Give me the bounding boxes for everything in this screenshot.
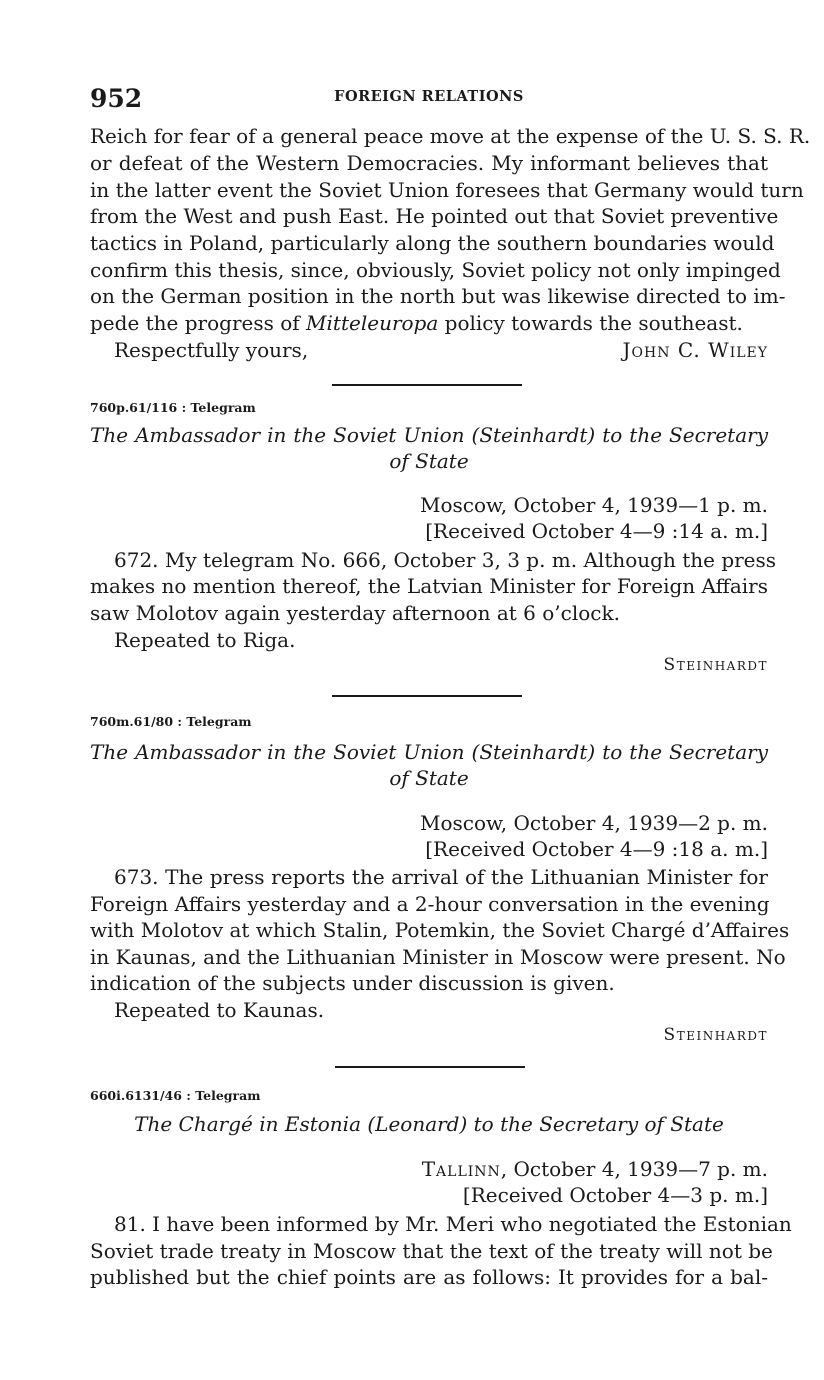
dateline-place: Moscow [420,493,501,517]
dateline-place: Tallinn [421,1157,501,1181]
text-line: published but the chief points are as follows: It provides for a bal- [90,1265,768,1289]
received-line: [Received October 4—9 :18 a. m.] [425,837,768,861]
received-line: [Received October 4—3 p. m.] [462,1183,768,1207]
page-number: 952 [90,84,143,113]
signature [90,1020,768,1048]
signature [90,337,768,363]
file-number: 660i.6131/46 : Telegram [90,1088,261,1103]
dateline-date: , October 4, 1939—7 p. m. [500,1157,768,1181]
signature [90,650,768,678]
text-line: indication of the subjects under discussion is given. [90,971,615,995]
italic-term: Mitteleuropa [306,311,439,335]
document-title: The Ambassador in the Soviet Union (Steinhardt) to the Secretary [90,740,768,764]
divider [332,695,522,697]
text-line: confirm this thesis, since, obviously, Soviet policy not only impinged [90,258,781,282]
file-number: 760m.61/80 : Telegram [90,714,252,729]
dateline-place: Moscow [420,811,501,835]
signature-name: Steinhardt [663,655,768,675]
text-run: pede the progress of [90,311,307,335]
text-line: in the latter event the Soviet Union foresees that Germany would turn [90,178,804,202]
received-line: [Received October 4—9 :14 a. m.] [425,519,768,543]
text-run: policy towards the southeast. [438,311,743,335]
dateline-date: , October 4, 1939—1 p. m. [500,493,768,517]
text-line: 673. The press reports the arrival of the Lithuanian Minister for [114,865,768,889]
signature-name: John C. Wiley [622,338,768,362]
text-line: 81. I have been informed by Mr. Meri who negotiated the Estonian [114,1212,792,1236]
text-line: saw Molotov again yesterday afternoon at 6 o’clock. [90,601,620,625]
closing-line: Respectfully yours, [114,338,309,362]
repeated-line: Repeated to Riga. [114,628,296,652]
signature-name: Steinhardt [663,1025,768,1045]
text-line: from the West and push East. He pointed out that Soviet preventive [90,204,779,228]
text-line: with Molotov at which Stalin, Potemkin, the Soviet Chargé d’Affaires [90,918,790,942]
text-line: tactics in Poland, particularly along the southern boundaries would [90,231,775,255]
text-line-last [90,310,768,336]
text-line: Soviet trade treaty in Moscow that the text of the treaty will not be [90,1239,773,1263]
running-head: FOREIGN RELATIONS [334,88,524,105]
text-line: 672. My telegram No. 666, October 3, 3 p. m. Although the press [114,548,777,572]
document-title-cont: of State [389,766,469,790]
text-line: or defeat of the Western Democracies. My informant believes that [90,151,768,175]
divider [332,384,522,386]
dateline [90,492,768,518]
document-title: The Chargé in Estonia (Leonard) to the Secretary of State [134,1112,724,1136]
text-line: Reich for fear of a general peace move at the expense of the U. S. S. R. [90,124,811,148]
repeated-line: Repeated to Kaunas. [114,998,325,1022]
file-number: 760p.61/116 : Telegram [90,400,256,415]
text-line: makes no mention thereof, the Latvian Minister for Foreign Affairs [90,574,768,598]
document-title: The Ambassador in the Soviet Union (Steinhardt) to the Secretary [90,423,768,447]
dateline [90,810,768,836]
document-title-cont: of State [389,449,469,473]
text-line: in Kaunas, and the Lithuanian Minister in Moscow were present. No [90,945,786,969]
text-line: on the German position in the north but was likewise directed to im- [90,284,786,308]
text-line: Foreign Affairs yesterday and a 2-hour conversation in the evening [90,892,770,916]
dateline-date: , October 4, 1939—2 p. m. [500,811,768,835]
dateline [90,1156,768,1182]
divider [335,1066,525,1068]
